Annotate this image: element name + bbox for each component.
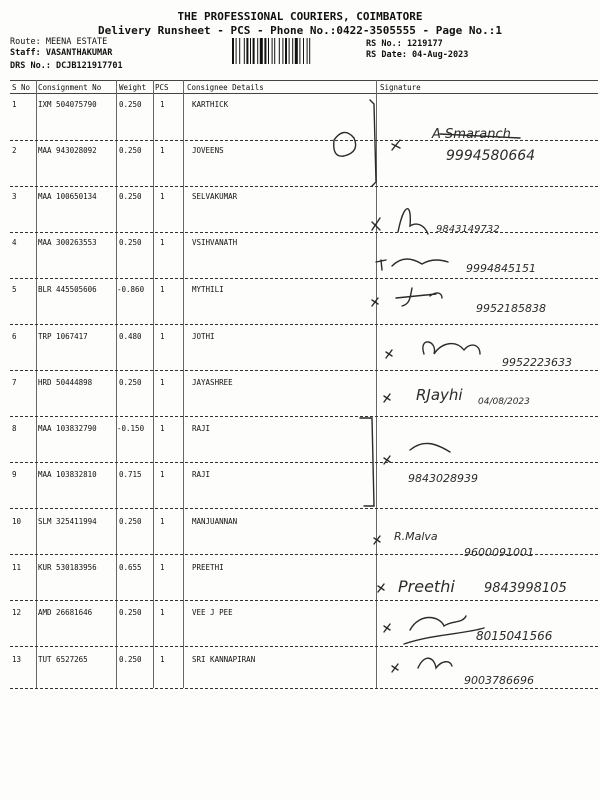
row-pcs: 1 xyxy=(160,192,165,201)
handwritten-name: RJayhi xyxy=(416,386,463,404)
row-divider xyxy=(10,508,598,509)
row-consignee: JOVEENS xyxy=(192,146,224,155)
row-consignment: MAA 300263553 xyxy=(38,238,97,247)
row-weight: 0.250 xyxy=(119,517,142,526)
row-divider xyxy=(10,600,598,601)
row-weight: 0.250 xyxy=(119,238,142,247)
row-pcs: 1 xyxy=(160,100,165,109)
runsheet-header xyxy=(0,0,600,80)
row-weight: 0.250 xyxy=(119,655,142,664)
row-consignment: MAA 103832810 xyxy=(38,470,97,479)
row-sno: 11 xyxy=(12,563,22,572)
staff-label: Staff: VASANTHAKUMAR xyxy=(10,48,113,58)
handwritten-phone: 9843028939 xyxy=(408,472,478,485)
handwritten-phone: 9003786696 xyxy=(464,674,534,687)
row-consignment: HRD 50444898 xyxy=(38,378,93,387)
row-consignment: MAA 943028092 xyxy=(38,146,97,155)
handwritten-phone: 9994580664 xyxy=(446,148,536,164)
row-divider xyxy=(10,324,598,325)
row-weight: -0.150 xyxy=(117,424,145,433)
row-pcs: 1 xyxy=(160,332,165,341)
row-weight: 0.250 xyxy=(119,378,142,387)
row-weight: 0.250 xyxy=(119,608,142,617)
row-divider xyxy=(10,278,598,279)
row-divider xyxy=(10,688,598,689)
row-divider xyxy=(10,462,598,463)
row-sno: 1 xyxy=(12,100,17,109)
row-sno: 2 xyxy=(12,146,17,155)
row-divider xyxy=(10,186,598,187)
row-consignee: JOTHI xyxy=(192,332,215,341)
row-consignee: RAJI xyxy=(192,424,211,433)
row-sno: 6 xyxy=(12,332,17,341)
row-divider xyxy=(10,140,598,141)
runsheet-subtitle: Delivery Runsheet - PCS - Phone No.:0422-3505555 - Page No.:1 xyxy=(98,24,502,37)
handwritten-phone: 9843998105 xyxy=(484,581,567,596)
table-row xyxy=(0,283,600,329)
row-pcs: 1 xyxy=(160,655,165,664)
row-weight: 0.250 xyxy=(119,192,142,201)
drs-number: DRS No.: DCJB121917701 xyxy=(10,61,123,71)
handwritten-name: Preethi xyxy=(398,577,455,596)
row-pcs: 1 xyxy=(160,470,165,479)
row-pcs: 1 xyxy=(160,563,165,572)
row-consignment: AMD 26681646 xyxy=(38,608,93,617)
row-pcs: 1 xyxy=(160,424,165,433)
table-row xyxy=(0,236,600,282)
row-divider xyxy=(10,416,598,417)
row-consignment: MAA 103832790 xyxy=(38,424,97,433)
row-weight: 0.250 xyxy=(119,146,142,155)
table-row xyxy=(0,653,600,699)
row-pcs: 1 xyxy=(160,378,165,387)
row-pcs: 1 xyxy=(160,146,165,155)
row-pcs: 1 xyxy=(160,238,165,247)
company-title: THE PROFESSIONAL COURIERS, COIMBATORE xyxy=(177,10,423,23)
route-label: Route: MEENA ESTATE xyxy=(10,37,108,47)
row-consignment: BLR 445505606 xyxy=(38,285,97,294)
col-weight: Weight xyxy=(119,83,147,92)
row-consignee: JAYASHREE xyxy=(192,378,233,387)
table-row xyxy=(0,144,600,190)
row-weight: -0.860 xyxy=(117,285,145,294)
row-pcs: 1 xyxy=(160,608,165,617)
row-sno: 4 xyxy=(12,238,17,247)
row-consignee: SELVAKUMAR xyxy=(192,192,238,201)
handwritten-phone: 8015041566 xyxy=(476,629,553,643)
row-consignee: SRI KANNAPIRAN xyxy=(192,655,256,664)
table-row xyxy=(0,98,600,144)
handwritten-phone: 9952223633 xyxy=(502,356,572,369)
col-consignee: Consignee Details xyxy=(187,83,264,92)
row-sno: 13 xyxy=(12,655,22,664)
row-consignee: KARTHICK xyxy=(192,100,229,109)
row-weight: 0.250 xyxy=(119,100,142,109)
row-consignment: IXM 504075790 xyxy=(38,100,97,109)
row-sno: 8 xyxy=(12,424,17,433)
row-consignee: VSIHVANATH xyxy=(192,238,238,247)
handwritten-phone: 9843149732 xyxy=(436,224,500,235)
handwritten-name: R.Malva xyxy=(394,530,438,543)
handwritten-phone: 9600091001 xyxy=(464,546,534,559)
row-consignee: MYTHILI xyxy=(192,285,224,294)
row-consignment: TRP 1067417 xyxy=(38,332,88,341)
row-pcs: 1 xyxy=(160,285,165,294)
handwritten-phone: 9952185838 xyxy=(476,302,546,315)
row-consignee: MANJUANNAN xyxy=(192,517,238,526)
col-sno: S No xyxy=(12,83,31,92)
row-pcs: 1 xyxy=(160,517,165,526)
table-row xyxy=(0,190,600,236)
col-consignment: Consignment No xyxy=(38,83,102,92)
header-bottom-border xyxy=(10,93,598,94)
row-consignment: MAA 100650134 xyxy=(38,192,97,201)
barcode-image xyxy=(232,38,354,64)
row-consignment: TUT 6527265 xyxy=(38,655,88,664)
row-sno: 3 xyxy=(12,192,17,201)
row-sno: 10 xyxy=(12,517,22,526)
row-sno: 5 xyxy=(12,285,17,294)
row-weight: 0.480 xyxy=(119,332,142,341)
row-sno: 7 xyxy=(12,378,17,387)
row-consignment: KUR 530183956 xyxy=(38,563,97,572)
row-consignment: SLM 325411994 xyxy=(38,517,97,526)
table-header-row xyxy=(0,80,600,92)
handwritten-name: A Smaranch xyxy=(432,127,511,142)
row-sno: 12 xyxy=(12,608,22,617)
rs-date: RS Date: 04-Aug-2023 xyxy=(366,50,469,60)
col-signature: Signature xyxy=(380,83,421,92)
col-pcs: PCS xyxy=(155,83,169,92)
row-sno: 9 xyxy=(12,470,17,479)
row-divider xyxy=(10,554,598,555)
handwritten-date: 04/08/2023 xyxy=(478,397,530,407)
handwritten-phone: 9994845151 xyxy=(466,262,536,275)
row-divider xyxy=(10,646,598,647)
rs-number: RS No.: 1219177 xyxy=(366,39,443,49)
row-consignee: PREETHI xyxy=(192,563,224,572)
row-consignee: VEE J PEE xyxy=(192,608,233,617)
row-divider xyxy=(10,370,598,371)
row-weight: 0.715 xyxy=(119,470,142,479)
row-weight: 0.655 xyxy=(119,563,142,572)
row-consignee: RAJI xyxy=(192,470,211,479)
row-divider xyxy=(10,232,598,233)
